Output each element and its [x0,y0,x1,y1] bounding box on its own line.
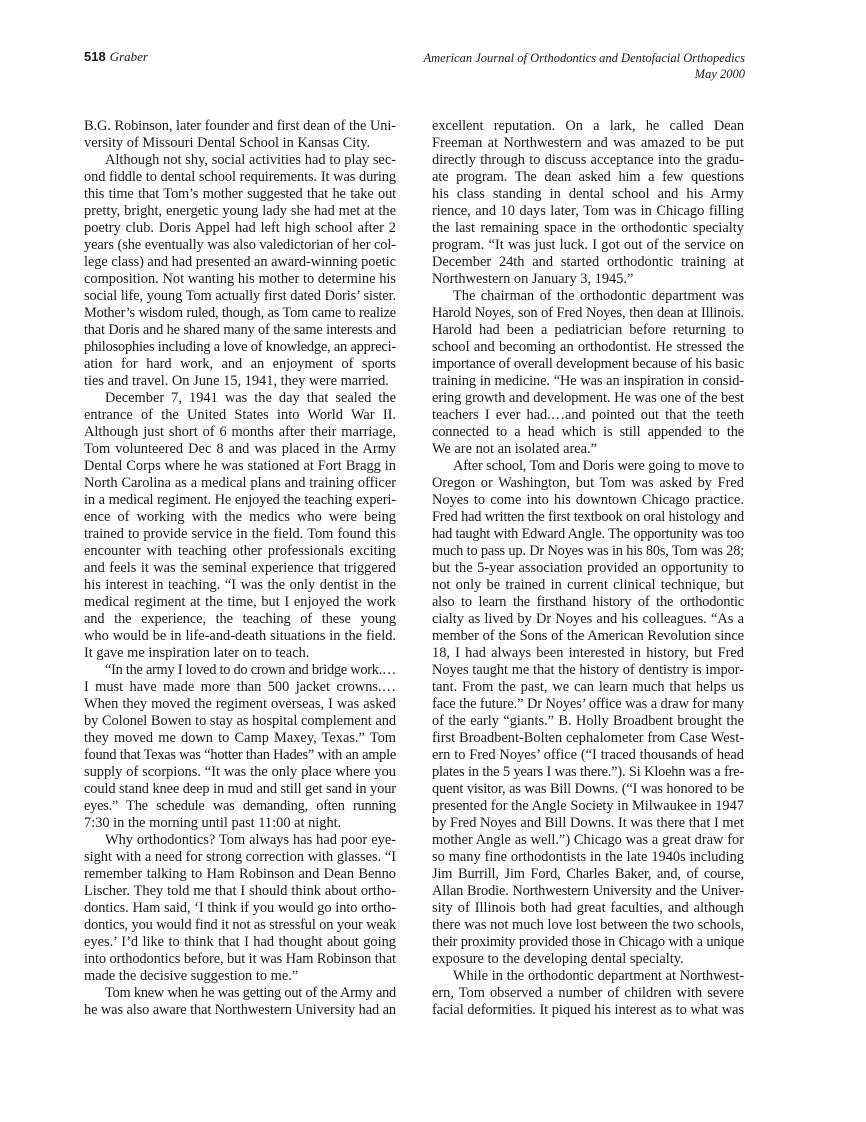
text-line: Oregon or Washington, but Tom was asked by Fred [432,475,744,491]
text-line: Lischer. They told me that I should think about ortho- [84,883,396,899]
text-line: Dental Corps where he was stationed at Fort Bragg in [84,458,396,474]
text-line: who would be in life-and-death situations in the field. [84,628,396,644]
text-line: Tom volunteered Dec 8 and was placed in the Army [84,441,396,457]
text-line: ate program. The dean asked him a few questions [432,169,744,185]
text-line: program. “It was just luck. I got out of the service on [432,237,744,253]
running-head-left [84,49,148,65]
text-line: by Colonel Bowen to stay as hospital complement and [84,713,396,729]
text-line: his interest in teaching. “I was the only dentist in the [84,577,396,593]
text-line: member of the Sons of the American Revolution since [432,628,744,644]
text-line: into orthodontics before, but it was Ham Robinson that [84,951,396,967]
text-line: Although not shy, social activities had to play sec- [105,152,396,168]
text-line: and the experience, the teaching of these young [84,611,396,627]
text-line: “In the army I loved to do crown and bridge work.… [105,662,396,678]
text-line: trained to provide service in the field. Tom found this [84,526,396,542]
author-name: Graber [109,49,148,64]
text-line: face the future.” Dr Noyes’ office was a draw for many [432,696,744,712]
text-line: sight with a need for strong correction with glasses. “I [84,849,396,865]
text-line: importance of overall development because of his basic [432,356,744,372]
text-line: quent visitor, as was Bill Downs. (“I was honored to be [432,781,744,797]
text-line: the last remaining space in the orthodontic specialty [432,220,744,236]
text-line: dontics, you would find it not as stressful on your weak [84,917,396,933]
text-line: Northwestern on January 3, 1945.” [432,271,634,287]
text-line: B.G. Robinson, later founder and first dean of the Uni- [84,118,396,134]
text-line: ation for hard work, and an enjoyment of sports [84,356,396,372]
text-line: social life, young Tom actually first dated Doris’ sister. [84,288,396,304]
text-line: philosophies including a love of knowledge, an appreci- [84,339,396,355]
text-line: in a medical regiment. He enjoyed the teaching experi- [84,492,396,508]
text-line: Allan Brodie. Northwestern University and the Univer- [432,883,744,899]
text-line: I must have made more than 500 jacket crowns.… [84,679,396,695]
text-line: had taught with Edward Angle. The opportunity was too [432,526,744,542]
text-line: rience, and 10 days later, Tom was in Chicago filling [432,203,744,219]
journal-title: American Journal of Orthodontics and Dentofacial Orthopedics [423,51,745,65]
text-line: poetry club. Doris Appel had left high school after 2 [84,220,396,236]
text-line: Tom knew when he was getting out of the Army and [105,985,396,1001]
text-line: directly through to discuss acceptance into the gradu- [432,152,744,168]
text-line: much to pass up. Dr Noyes was in his 80s, Tom was 28; [432,543,744,559]
text-line: his class standing in dental school and his Army [432,186,744,202]
text-line: teachers I ever had.…and pointed out that the teeth [432,407,744,423]
text-line: presented for the Angle Society in Milwaukee in 1947 [432,798,744,814]
text-line: tant. From the past, we can learn much that helps us [432,679,744,695]
text-line: facial deformities. It piqued his interest as to what was [432,1002,744,1018]
text-line: this time that Tom’s mother suggested that he take out [84,186,396,202]
text-line: mother Angle as well.”) Chicago was a great draw for [432,832,744,848]
text-line: 7:30 in the morning until past 11:00 at night. [84,815,342,831]
text-line: ties and travel. On June 15, 1941, they were married. [84,373,389,389]
text-line: ond fiddle to dental school requirements. It was during [84,169,396,185]
text-line: excellent reputation. On a lark, he called Dean [432,118,744,134]
text-line: eyes.” The schedule was demanding, often running [84,798,396,814]
text-line: Fred had written the first textbook on oral histology and [432,509,744,525]
paragraph [432,968,744,1019]
paragraph [432,458,744,968]
text-line: school and becoming an orthodontist. He stressed the [432,339,744,355]
text-line: versity of Missouri Dental School in Kansas City. [84,135,371,151]
text-line: not only be trained in current clinical technique, but [432,577,744,593]
text-column-right [432,118,744,1019]
text-line: first Broadbent-Bolten cephalometer from Case West- [432,730,744,746]
page-number: 518 [84,49,106,64]
text-line: Why orthodontics? Tom always has had poor eye- [105,832,396,848]
text-line: While in the orthodontic department at Northwest- [453,968,744,984]
text-line: We are not an isolated area.” [432,441,598,457]
text-line: Mother’s wisdom ruled, though, as Tom came to realize [84,305,396,321]
text-line: remember talking to Ham Robinson and Dean Benno [84,866,396,882]
issue-date: May 2000 [694,67,745,81]
text-line: 18, I had always been interested in history, but Fred [432,645,744,661]
text-line: After school, Tom and Doris were going to move to [453,458,744,474]
text-line: Freeman at Northwestern and was amazed to be put [432,135,744,151]
text-line: dontics. Ham said, ‘I think if you would go into ortho- [84,900,396,916]
text-line: their proximity provided those in Chicago with a unique [432,934,744,950]
text-line: December 7, 1941 was the day that sealed the [105,390,396,406]
paragraph [84,118,396,152]
text-line: The chairman of the orthodontic department was [453,288,744,304]
text-line: training in medicine. “He was an inspiration in consid- [432,373,744,389]
text-line: he was also aware that Northwestern University had an [84,1002,396,1018]
text-line: plates in the 5 years I was there.”). Si Kloehn was a fre- [432,764,744,780]
text-line: there was not much love lost between the two schools, [432,917,744,933]
text-line: could stand knee deep in mud and still get sand in your [84,781,396,797]
text-line: December 24th and started orthodontic training at [432,254,744,270]
text-line: so many fine orthodontists in the late 1940s including [432,849,744,865]
text-line: Noyes to come into his downtown Chicago practice. [432,492,744,508]
text-line: lege class) and had presented an award-winning poetic [84,254,396,270]
text-line: exposure to the developing dental specialty. [432,951,684,967]
text-line: When they moved the regiment overseas, I was asked [84,696,396,712]
text-line: Harold had been a pediatrician before returning to [432,322,744,338]
running-head-right [424,50,746,82]
text-line: eyes.’ I’d like to think that I had thought about going [84,934,396,950]
text-line: ern to Fred Noyes’ office (“I traced thousands of head [432,747,744,763]
paragraph [84,832,396,985]
paragraph [84,985,396,1019]
text-line: and feels it was the seminal experience that triggered [84,560,396,576]
text-line: pretty, bright, energetic young lady she had met at the [84,203,396,219]
text-line: Although just short of 6 months after their marriage, [84,424,396,440]
text-line: ern, Tom observed a number of children with severe [432,985,744,1001]
paragraph [432,118,744,288]
text-line: Harold Noyes, son of Fred Noyes, then dean at Illinois. [432,305,744,321]
paragraph [84,390,396,662]
text-line: supply of scorpions. “It was the only place where you [84,764,396,780]
paragraph [84,662,396,832]
text-line: connected to a head which is still appended to the [432,424,744,440]
text-line: years (she eventually was also valedictorian of her col- [84,237,396,253]
paragraph [432,288,744,458]
text-line: entrance of the United States into World War II. [84,407,396,423]
text-line: cialty as lived by Dr Noyes and his colleagues. “As a [432,611,744,627]
text-line: It gave me inspiration later on to teach. [84,645,310,661]
text-line: sity of Illinois both had great faculties, and although [432,900,744,916]
text-line: but the 5-year association provided an opportunity to [432,560,744,576]
text-line: ence of working with the medics who were being [84,509,396,525]
text-line: they moved me down to Camp Maxey, Texas.” Tom [84,730,396,746]
text-line: encounter with teaching other professionals exciting [84,543,396,559]
text-line: composition. Not wanting his mother to determine his [84,271,396,287]
text-line: Noyes taught me that the history of dentistry is impor- [432,662,744,678]
text-line: found that Texas was “hotter than Hades” with an ample [84,747,396,763]
text-line: also to learn the firsthand history of the orthodontic [432,594,744,610]
text-line: of the early “giants.” B. Holly Broadbent brought the [432,713,744,729]
text-line: made the decisive suggestion to me.” [84,968,299,984]
text-line: ering growth and development. He was one of the best [432,390,744,406]
text-column-left [84,118,396,1019]
paragraph [84,152,396,390]
text-line: Jim Burrill, Jim Ford, Charles Baker, and, of course, [432,866,744,882]
text-line: that Doris and he shared many of the same interests and [84,322,396,338]
text-line: North Carolina as a medical plans and training officer [84,475,396,491]
text-line: by Fred Noyes and Bill Downs. It was there that I met [432,815,744,831]
text-line: medical regiment at the time, but I enjoyed the work [84,594,396,610]
